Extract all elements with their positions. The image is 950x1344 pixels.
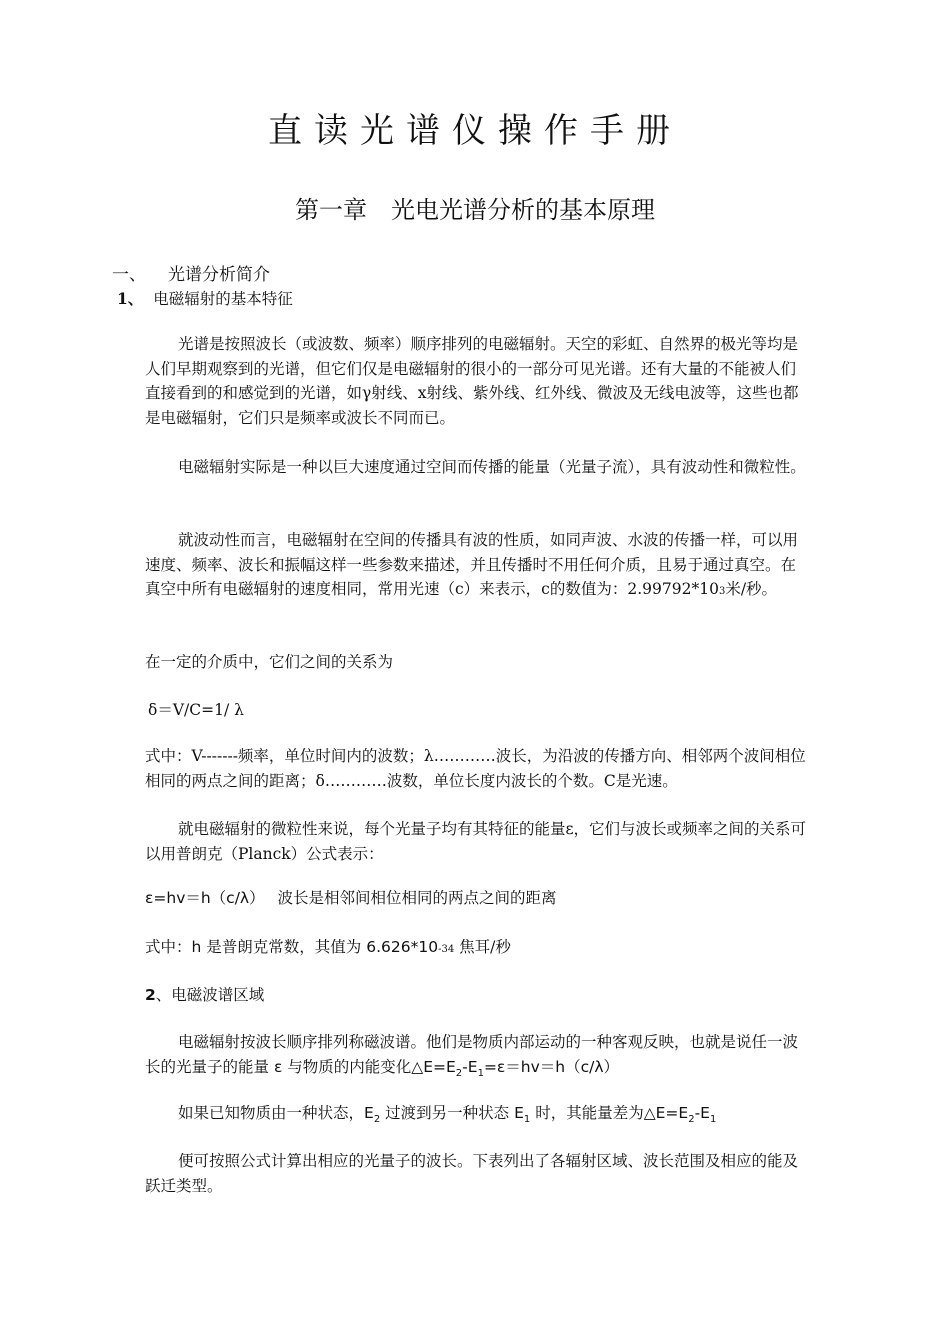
paragraph-particle-nature: 就电磁辐射的微粒性来说，每个光量子均有其特征的能量ε，它们与波长或频率之间的关系可以用普朗克（Planck）公式表示： [145,820,807,863]
planck-value: 6.626*10 [366,938,439,956]
delta-e-sub2: 2 [688,1114,695,1126]
planck-unit: 焦耳/秒 [459,938,511,956]
document-title: 直读光谱仪操作手册 [268,111,682,151]
transition-b: 过渡到另一种状态 [385,1104,510,1122]
subsection-number: 1、 [117,289,144,308]
region-text: 电磁辐射按波长顺序排列称磁波谱。他们是物质内部运动的一种客观反映，也就是说任一波长的光量子的能量 [145,1033,799,1076]
wave-nature-tail: 米/秒。 [725,580,778,598]
exponent: 3 [718,586,726,597]
section-number: 一、 [112,265,146,285]
formula-planck [145,886,557,908]
paragraph-spectrum-region [145,1030,807,1086]
paragraph-planck-constant [145,935,511,957]
paragraph-em-radiation: 电磁辐射实际是一种以巨大速度通过空间而传播的能量（光量子流），具有波动性和微粒性。 [178,458,806,476]
energy-eq-b: -E [462,1057,478,1076]
planck-mid: 是普朗克常数，其值为 [206,938,362,956]
subsection-title: 电磁辐射的基本特征 [153,290,293,308]
subscript-1: 1 [477,1067,484,1079]
wave-nature-text: 就波动性而言，电磁辐射在空间的传播具有波的性质，如同声波、水波的传播一样，可以用速度、频率、波长和振幅这样一些参数来描述，并且传播时不用任何介质，且易于通过真空。在真空中所有电磁辐射的速度相同，常用光速（c）来表示，c的数值为：2.99792*10 [145,531,799,598]
energy-eq-a: △E=E [411,1057,456,1076]
subsection-title-2: 、电磁波谱区域 [155,986,265,1004]
state-e2-sub: 2 [373,1114,381,1126]
planck-equation: ε=hv＝h（c/λ） [145,889,265,907]
paragraph-definitions: 式中：V-------频率，单位时间内的波数；λ…………波长，为沿波的传播方向、相邻两个波间相位相同的两点之间的距离；δ…………波数，单位长度内波长的个数。C是光速。 [145,747,806,790]
transition-c: 时，其能量差为 [535,1104,644,1122]
subsection-heading-2 [145,983,264,1005]
planck-exponent: -34 [438,944,455,955]
energy-eq-c: =ε＝hv＝h（c/λ） [483,1057,620,1076]
planck-symbol: h [191,938,202,956]
region-mid: 与物质的内能变化 [287,1057,412,1076]
paragraph-relation-intro: 在一定的介质中，它们之间的关系为 [145,653,394,671]
delta-e: △E=E [643,1104,689,1122]
paragraph-state-transition [145,1101,807,1133]
state-e1: E [514,1104,524,1122]
chapter-title: 第一章 光电光谱分析的基本原理 [295,196,655,224]
delta-e-sub1: 1 [709,1114,717,1126]
section-heading [112,260,270,285]
subscript-2: 2 [455,1067,463,1079]
paragraph-wave-nature [145,528,807,605]
subsection-number-2: 2 [145,986,156,1004]
planck-prefix: 式中： [145,938,192,956]
section-title: 光谱分析简介 [168,265,270,285]
epsilon-symbol: ε [273,1057,283,1076]
formula-wavenumber: δ＝V/C=1/ λ [148,701,244,719]
planck-description: 波长是相邻间相位相同的两点之间的距离 [277,889,557,907]
delta-e-minus: -E [694,1104,710,1122]
paragraph-table-intro: 便可按照公式计算出相应的光量子的波长。下表列出了各辐射区域、波长范围及相应的能及跃迁类型。 [145,1152,799,1195]
paragraph-spectrum-intro: 光谱是按照波长（或波数、频率）顺序排列的电磁辐射。天空的彩虹、自然界的极光等均是人们早期观察到的光谱，但它们仅是电磁辐射的很小的一部分可见光谱。还有大量的不能被人们直接看到的和感觉到的光谱，如γ射线、x射线、紫外线、红外线、微波及无线电波等，这些也都是电磁辐射，它们只是频率或波长不同而已。 [145,335,799,427]
transition-a: 如果已知物质由一种状态， [178,1104,365,1122]
state-e1-sub: 1 [523,1114,531,1126]
state-e2: E [364,1104,374,1122]
subsection-heading [117,287,293,309]
